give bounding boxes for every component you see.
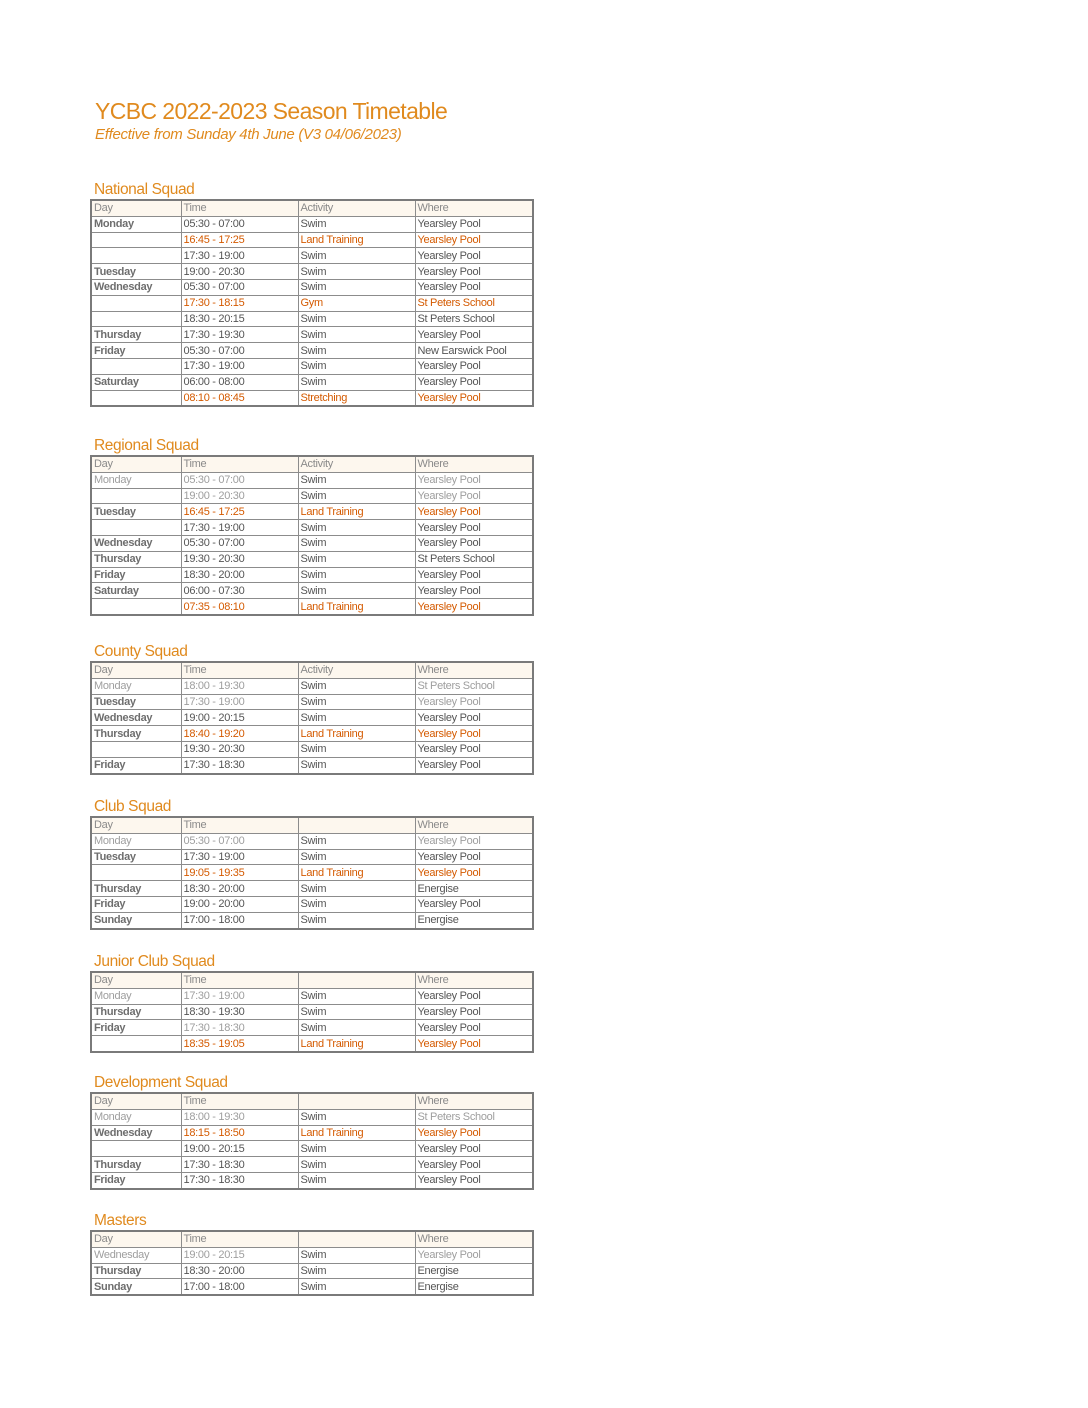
time-cell: 18:35 - 19:05	[181, 1036, 298, 1052]
time-cell: 17:30 - 18:30	[181, 1172, 298, 1188]
activity-cell: Swim	[298, 279, 415, 295]
page-title: YCBC 2022-2023 Season Timetable	[95, 98, 448, 124]
column-header: Where	[415, 662, 533, 678]
activity-cell: Swim	[298, 358, 415, 374]
time-cell: 17:30 - 19:00	[181, 988, 298, 1004]
table-row	[91, 358, 533, 374]
where-cell: Yearsley Pool	[415, 726, 533, 742]
table-header-row	[91, 662, 533, 678]
column-header: Time	[181, 662, 298, 678]
table-row	[91, 1036, 533, 1052]
activity-cell: Swim	[298, 896, 415, 912]
activity-cell: Swim	[298, 264, 415, 280]
time-cell: 18:00 - 19:30	[181, 1109, 298, 1125]
activity-cell: Land Training	[298, 1125, 415, 1141]
table-row	[91, 472, 533, 488]
column-header: Time	[181, 1231, 298, 1247]
squad-title: Junior Club Squad	[94, 953, 215, 970]
day-cell	[91, 1036, 181, 1052]
activity-cell: Swim	[298, 374, 415, 390]
table-row	[91, 1141, 533, 1157]
activity-cell: Swim	[298, 1279, 415, 1295]
column-header: Day	[91, 972, 181, 988]
table-header-row	[91, 972, 533, 988]
time-cell: 19:05 - 19:35	[181, 865, 298, 881]
where-cell: Yearsley Pool	[415, 1157, 533, 1173]
time-cell: 05:30 - 07:00	[181, 472, 298, 488]
table-row	[91, 694, 533, 710]
table-header-row	[91, 200, 533, 216]
column-header: Activity	[298, 200, 415, 216]
where-cell: Yearsley Pool	[415, 520, 533, 536]
where-cell: Energise	[415, 881, 533, 897]
where-cell: Yearsley Pool	[415, 472, 533, 488]
time-cell: 05:30 - 07:00	[181, 833, 298, 849]
time-cell: 05:30 - 07:00	[181, 343, 298, 359]
table-row	[91, 279, 533, 295]
day-cell	[91, 599, 181, 615]
activity-cell: Swim	[298, 1157, 415, 1173]
day-cell: Tuesday	[91, 504, 181, 520]
table-row	[91, 488, 533, 504]
day-cell	[91, 311, 181, 327]
time-cell: 06:00 - 08:00	[181, 374, 298, 390]
activity-cell: Swim	[298, 343, 415, 359]
where-cell: Yearsley Pool	[415, 248, 533, 264]
where-cell: Yearsley Pool	[415, 358, 533, 374]
where-cell: Yearsley Pool	[415, 757, 533, 773]
activity-cell: Swim	[298, 1109, 415, 1125]
time-cell: 19:00 - 20:30	[181, 488, 298, 504]
table-row	[91, 881, 533, 897]
activity-cell: Swim	[298, 881, 415, 897]
where-cell: Yearsley Pool	[415, 583, 533, 599]
day-cell: Thursday	[91, 1263, 181, 1279]
day-cell: Sunday	[91, 912, 181, 928]
where-cell: St Peters School	[415, 311, 533, 327]
day-cell: Monday	[91, 1109, 181, 1125]
day-cell: Sunday	[91, 1279, 181, 1295]
table-row	[91, 896, 533, 912]
where-cell: Yearsley Pool	[415, 1004, 533, 1020]
table-row	[91, 1263, 533, 1279]
table-row	[91, 1020, 533, 1036]
activity-cell: Stretching	[298, 390, 415, 406]
where-cell: Yearsley Pool	[415, 1125, 533, 1141]
activity-cell: Swim	[298, 472, 415, 488]
table-row	[91, 912, 533, 928]
time-cell: 17:30 - 19:00	[181, 358, 298, 374]
where-cell: Energise	[415, 1263, 533, 1279]
activity-cell: Swim	[298, 567, 415, 583]
column-header: Where	[415, 1231, 533, 1247]
where-cell: Yearsley Pool	[415, 1247, 533, 1263]
column-header: Time	[181, 972, 298, 988]
day-cell: Tuesday	[91, 694, 181, 710]
table-row	[91, 988, 533, 1004]
time-cell: 16:45 - 17:25	[181, 504, 298, 520]
time-cell: 06:00 - 07:30	[181, 583, 298, 599]
time-cell: 17:30 - 19:00	[181, 248, 298, 264]
table-row	[91, 1247, 533, 1263]
squad-section	[90, 1212, 532, 1296]
day-cell: Saturday	[91, 374, 181, 390]
activity-cell: Land Training	[298, 726, 415, 742]
table-row	[91, 504, 533, 520]
column-header: Where	[415, 817, 533, 833]
table-header-row	[91, 817, 533, 833]
table-row	[91, 726, 533, 742]
activity-cell: Swim	[298, 583, 415, 599]
day-cell: Friday	[91, 567, 181, 583]
day-cell	[91, 295, 181, 311]
activity-cell: Swim	[298, 678, 415, 694]
column-header: Where	[415, 1093, 533, 1109]
column-header: Day	[91, 1231, 181, 1247]
squad-title: Regional Squad	[94, 437, 199, 454]
squad-timetable	[90, 816, 534, 930]
column-header: Day	[91, 200, 181, 216]
activity-cell: Swim	[298, 535, 415, 551]
time-cell: 18:30 - 20:15	[181, 311, 298, 327]
day-cell	[91, 520, 181, 536]
time-cell: 05:30 - 07:00	[181, 216, 298, 232]
squad-timetable	[90, 1092, 534, 1190]
where-cell: Yearsley Pool	[415, 390, 533, 406]
table-row	[91, 1172, 533, 1188]
activity-cell: Swim	[298, 912, 415, 928]
time-cell: 19:00 - 20:15	[181, 710, 298, 726]
table-row	[91, 311, 533, 327]
activity-cell: Swim	[298, 327, 415, 343]
table-row	[91, 833, 533, 849]
column-header: Day	[91, 817, 181, 833]
where-cell: St Peters School	[415, 551, 533, 567]
day-cell: Thursday	[91, 1004, 181, 1020]
time-cell: 19:00 - 20:30	[181, 264, 298, 280]
where-cell: Yearsley Pool	[415, 216, 533, 232]
squad-section	[90, 953, 532, 1053]
time-cell: 17:00 - 18:00	[181, 1279, 298, 1295]
day-cell	[91, 1141, 181, 1157]
day-cell: Wednesday	[91, 535, 181, 551]
day-cell: Tuesday	[91, 264, 181, 280]
day-cell: Wednesday	[91, 1247, 181, 1263]
column-header: Day	[91, 456, 181, 472]
activity-cell: Swim	[298, 551, 415, 567]
squad-section	[90, 643, 532, 775]
day-cell: Friday	[91, 1172, 181, 1188]
squad-timetable	[90, 455, 534, 616]
day-cell: Wednesday	[91, 710, 181, 726]
column-header	[298, 972, 415, 988]
table-row	[91, 1109, 533, 1125]
day-cell: Saturday	[91, 583, 181, 599]
day-cell: Wednesday	[91, 1125, 181, 1141]
squad-title: National Squad	[94, 181, 195, 198]
where-cell: St Peters School	[415, 1109, 533, 1125]
where-cell: Yearsley Pool	[415, 710, 533, 726]
table-row	[91, 741, 533, 757]
squad-title: Development Squad	[94, 1074, 228, 1091]
where-cell: Yearsley Pool	[415, 374, 533, 390]
table-row	[91, 757, 533, 773]
activity-cell: Gym	[298, 295, 415, 311]
activity-cell: Swim	[298, 833, 415, 849]
where-cell: Yearsley Pool	[415, 741, 533, 757]
where-cell: Yearsley Pool	[415, 599, 533, 615]
day-cell: Thursday	[91, 551, 181, 567]
time-cell: 19:30 - 20:30	[181, 551, 298, 567]
time-cell: 19:00 - 20:15	[181, 1247, 298, 1263]
table-row	[91, 343, 533, 359]
activity-cell: Swim	[298, 988, 415, 1004]
day-cell	[91, 390, 181, 406]
day-cell: Monday	[91, 678, 181, 694]
column-header: Time	[181, 1093, 298, 1109]
activity-cell: Swim	[298, 488, 415, 504]
squad-section	[90, 181, 532, 407]
activity-cell: Land Training	[298, 232, 415, 248]
time-cell: 17:30 - 19:00	[181, 520, 298, 536]
squad-timetable	[90, 661, 534, 775]
time-cell: 18:30 - 20:00	[181, 567, 298, 583]
day-cell: Thursday	[91, 1157, 181, 1173]
where-cell: Yearsley Pool	[415, 833, 533, 849]
column-header: Where	[415, 972, 533, 988]
column-header: Where	[415, 456, 533, 472]
where-cell: New Earswick Pool	[415, 343, 533, 359]
day-cell: Friday	[91, 343, 181, 359]
page-subtitle: Effective from Sunday 4th June (V3 04/06/2023)	[95, 126, 402, 143]
where-cell: Yearsley Pool	[415, 279, 533, 295]
day-cell: Friday	[91, 1020, 181, 1036]
where-cell: Yearsley Pool	[415, 567, 533, 583]
day-cell	[91, 865, 181, 881]
table-row	[91, 710, 533, 726]
table-row	[91, 678, 533, 694]
time-cell: 17:30 - 18:30	[181, 757, 298, 773]
squad-section	[90, 1074, 532, 1190]
table-row	[91, 1004, 533, 1020]
time-cell: 18:40 - 19:20	[181, 726, 298, 742]
activity-cell: Swim	[298, 311, 415, 327]
time-cell: 17:00 - 18:00	[181, 912, 298, 928]
time-cell: 17:30 - 18:15	[181, 295, 298, 311]
time-cell: 17:30 - 19:00	[181, 694, 298, 710]
activity-cell: Swim	[298, 694, 415, 710]
where-cell: Yearsley Pool	[415, 1141, 533, 1157]
day-cell	[91, 248, 181, 264]
day-cell	[91, 488, 181, 504]
time-cell: 05:30 - 07:00	[181, 279, 298, 295]
table-row	[91, 216, 533, 232]
day-cell: Monday	[91, 988, 181, 1004]
activity-cell: Swim	[298, 1141, 415, 1157]
column-header: Day	[91, 1093, 181, 1109]
time-cell: 17:30 - 18:30	[181, 1020, 298, 1036]
activity-cell: Land Training	[298, 865, 415, 881]
table-row	[91, 567, 533, 583]
column-header: Day	[91, 662, 181, 678]
time-cell: 18:00 - 19:30	[181, 678, 298, 694]
activity-cell: Swim	[298, 1263, 415, 1279]
where-cell: Yearsley Pool	[415, 988, 533, 1004]
time-cell: 18:30 - 19:30	[181, 1004, 298, 1020]
table-row	[91, 374, 533, 390]
activity-cell: Land Training	[298, 1036, 415, 1052]
squad-timetable	[90, 1230, 534, 1296]
time-cell: 18:30 - 20:00	[181, 881, 298, 897]
where-cell: St Peters School	[415, 295, 533, 311]
column-header: Activity	[298, 662, 415, 678]
table-row	[91, 520, 533, 536]
day-cell: Thursday	[91, 881, 181, 897]
table-header-row	[91, 456, 533, 472]
where-cell: Yearsley Pool	[415, 327, 533, 343]
column-header	[298, 1231, 415, 1247]
where-cell: Yearsley Pool	[415, 264, 533, 280]
table-row	[91, 232, 533, 248]
column-header: Time	[181, 817, 298, 833]
where-cell: Energise	[415, 1279, 533, 1295]
activity-cell: Swim	[298, 1020, 415, 1036]
activity-cell: Swim	[298, 757, 415, 773]
time-cell: 16:45 - 17:25	[181, 232, 298, 248]
time-cell: 19:30 - 20:30	[181, 741, 298, 757]
activity-cell: Land Training	[298, 599, 415, 615]
activity-cell: Swim	[298, 710, 415, 726]
time-cell: 18:15 - 18:50	[181, 1125, 298, 1141]
column-header: Time	[181, 200, 298, 216]
squad-title: Masters	[94, 1212, 147, 1229]
where-cell: Yearsley Pool	[415, 504, 533, 520]
table-row	[91, 599, 533, 615]
day-cell: Monday	[91, 216, 181, 232]
table-row	[91, 248, 533, 264]
activity-cell: Swim	[298, 1247, 415, 1263]
column-header	[298, 817, 415, 833]
time-cell: 07:35 - 08:10	[181, 599, 298, 615]
time-cell: 08:10 - 08:45	[181, 390, 298, 406]
activity-cell: Swim	[298, 216, 415, 232]
day-cell: Thursday	[91, 726, 181, 742]
day-cell	[91, 232, 181, 248]
table-row	[91, 1157, 533, 1173]
squad-section	[90, 798, 532, 930]
activity-cell: Swim	[298, 741, 415, 757]
squad-timetable	[90, 199, 534, 407]
column-header: Time	[181, 456, 298, 472]
time-cell: 17:30 - 19:00	[181, 849, 298, 865]
table-row	[91, 1279, 533, 1295]
squad-section	[90, 437, 532, 616]
day-cell	[91, 358, 181, 374]
where-cell: Yearsley Pool	[415, 1172, 533, 1188]
day-cell: Friday	[91, 896, 181, 912]
activity-cell: Swim	[298, 849, 415, 865]
where-cell: Yearsley Pool	[415, 1020, 533, 1036]
table-row	[91, 583, 533, 599]
activity-cell: Swim	[298, 248, 415, 264]
where-cell: Yearsley Pool	[415, 896, 533, 912]
activity-cell: Swim	[298, 1172, 415, 1188]
time-cell: 05:30 - 07:00	[181, 535, 298, 551]
column-header: Where	[415, 200, 533, 216]
where-cell: Yearsley Pool	[415, 232, 533, 248]
table-row	[91, 390, 533, 406]
day-cell: Thursday	[91, 327, 181, 343]
squad-title: Club Squad	[94, 798, 172, 815]
table-row	[91, 327, 533, 343]
where-cell: Yearsley Pool	[415, 849, 533, 865]
time-cell: 17:30 - 18:30	[181, 1157, 298, 1173]
time-cell: 18:30 - 20:00	[181, 1263, 298, 1279]
column-header	[298, 1093, 415, 1109]
day-cell: Friday	[91, 757, 181, 773]
where-cell: Yearsley Pool	[415, 1036, 533, 1052]
time-cell: 19:00 - 20:00	[181, 896, 298, 912]
activity-cell: Swim	[298, 1004, 415, 1020]
time-cell: 17:30 - 19:30	[181, 327, 298, 343]
table-row	[91, 865, 533, 881]
where-cell: St Peters School	[415, 678, 533, 694]
day-cell: Tuesday	[91, 849, 181, 865]
table-header-row	[91, 1093, 533, 1109]
where-cell: Yearsley Pool	[415, 865, 533, 881]
table-row	[91, 295, 533, 311]
time-cell: 19:00 - 20:15	[181, 1141, 298, 1157]
day-cell: Monday	[91, 472, 181, 488]
table-row	[91, 849, 533, 865]
table-header-row	[91, 1231, 533, 1247]
where-cell: Yearsley Pool	[415, 694, 533, 710]
table-row	[91, 551, 533, 567]
squad-title: County Squad	[94, 643, 188, 660]
squad-timetable	[90, 971, 534, 1053]
activity-cell: Swim	[298, 520, 415, 536]
table-row	[91, 1125, 533, 1141]
day-cell: Monday	[91, 833, 181, 849]
table-row	[91, 535, 533, 551]
where-cell: Yearsley Pool	[415, 488, 533, 504]
where-cell: Energise	[415, 912, 533, 928]
day-cell: Wednesday	[91, 279, 181, 295]
activity-cell: Land Training	[298, 504, 415, 520]
column-header: Activity	[298, 456, 415, 472]
table-row	[91, 264, 533, 280]
where-cell: Yearsley Pool	[415, 535, 533, 551]
day-cell	[91, 741, 181, 757]
